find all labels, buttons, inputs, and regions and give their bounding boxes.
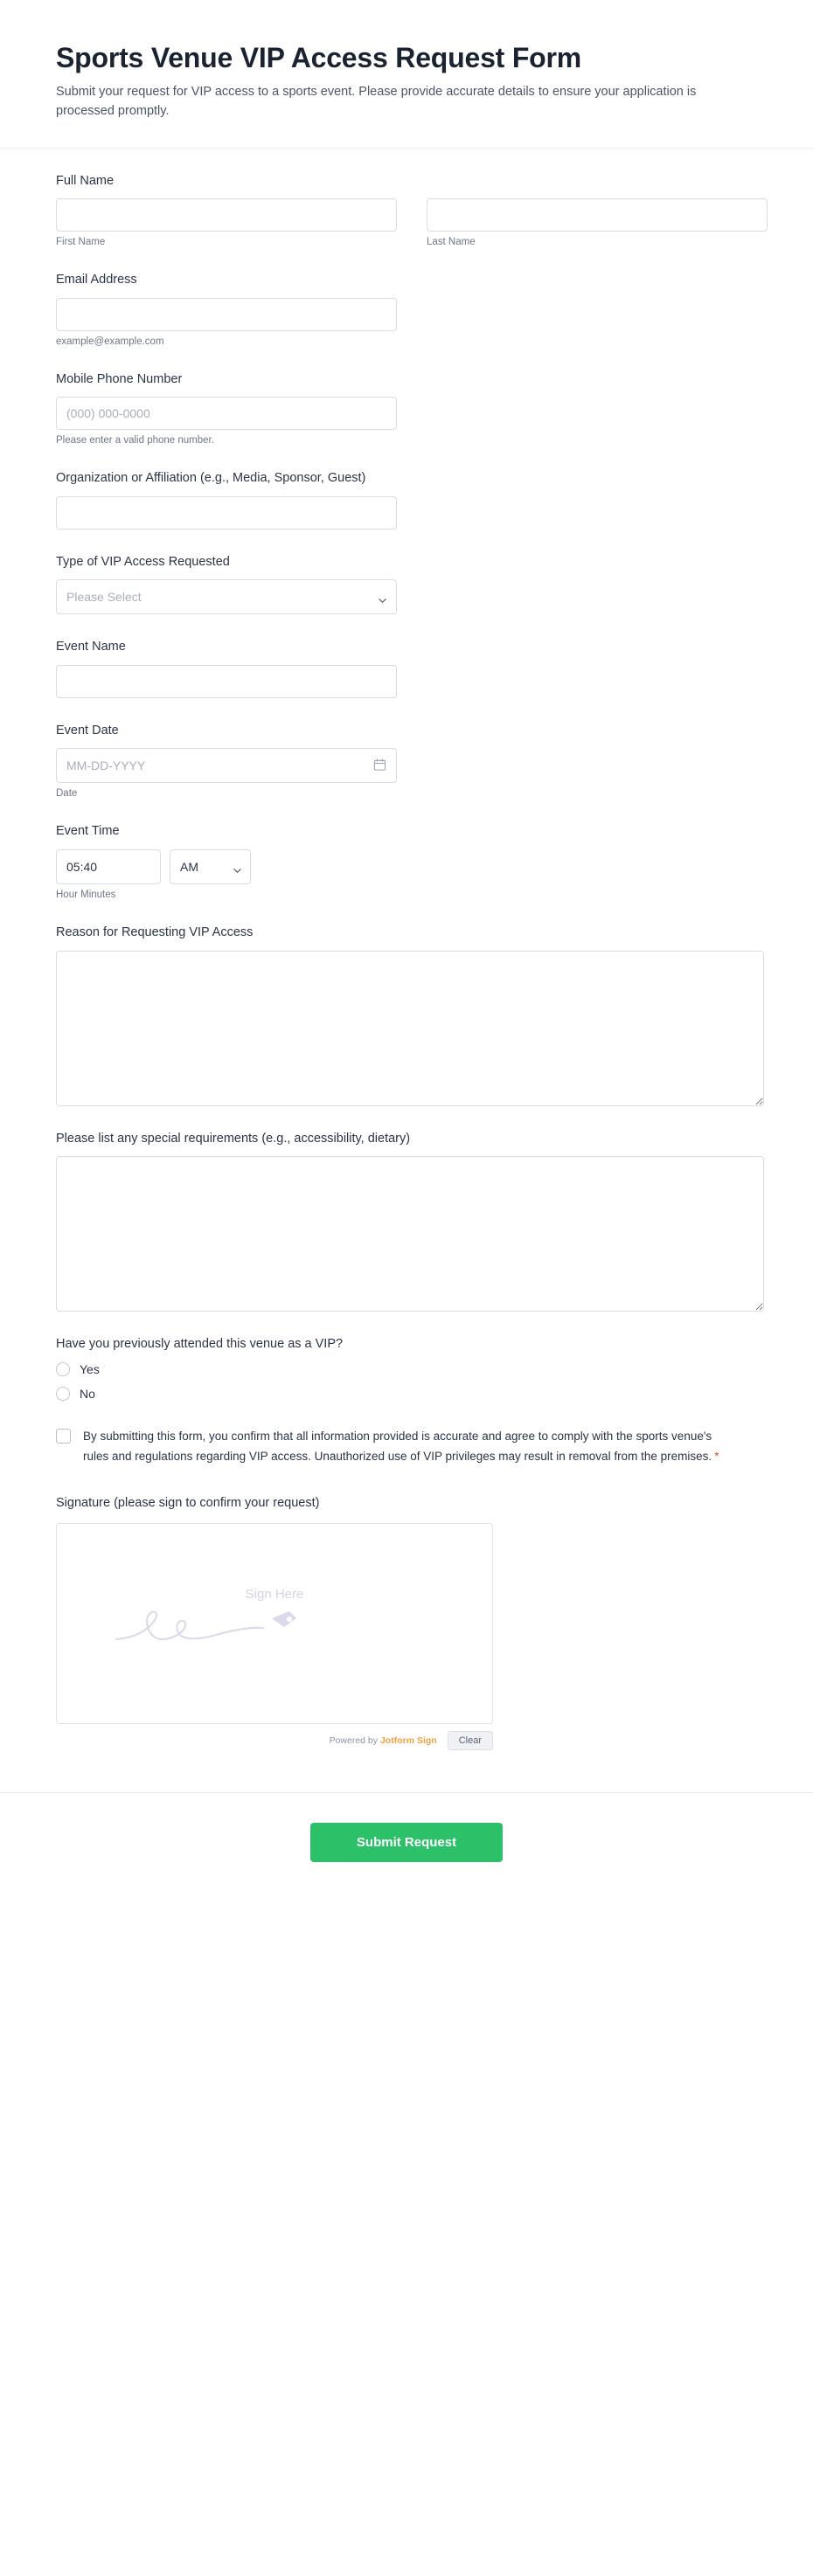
form-header <box>0 0 813 149</box>
last-name-input[interactable] <box>427 198 768 232</box>
field-mobile-phone <box>56 371 757 447</box>
organization-label: Organization or Affiliation (e.g., Media, Sponsor, Guest) <box>56 471 366 486</box>
field-previous-vip <box>56 1336 757 1401</box>
event-name-label: Event Name <box>56 640 126 654</box>
meridiem-select-wrap <box>170 849 251 884</box>
field-event-date <box>56 723 757 800</box>
field-vip-type <box>56 554 757 615</box>
vip-type-select-wrap <box>56 579 397 614</box>
jotform-sign-brand: Jotform Sign <box>379 1735 437 1746</box>
first-name-input[interactable] <box>56 198 397 232</box>
meridiem-select[interactable] <box>170 849 251 884</box>
vip-type-select[interactable] <box>56 579 397 614</box>
field-full-name <box>56 173 757 248</box>
submit-request-button[interactable]: Submit Request <box>310 1823 503 1862</box>
field-signature <box>56 1495 757 1750</box>
previous-vip-option-label: Yes <box>80 1361 100 1376</box>
event-date-input[interactable] <box>56 748 397 783</box>
last-name-group <box>427 198 768 247</box>
reason-label: Reason for Requesting VIP Access <box>56 925 254 939</box>
consent-text <box>83 1427 721 1466</box>
signature-placeholder-icon <box>109 1601 328 1658</box>
first-name-group <box>56 198 397 247</box>
event-time-sublabel: Hour Minutes <box>56 890 116 900</box>
checkbox-icon[interactable] <box>56 1429 71 1444</box>
previous-vip-option-yes[interactable] <box>56 1362 757 1376</box>
email-label: Email Address <box>56 273 137 287</box>
signature-label: Signature (please sign to confirm your request) <box>56 1496 320 1511</box>
previous-vip-option-label: No <box>80 1386 95 1401</box>
previous-vip-label: Have you previously attended this venue as a VIP? <box>56 1337 344 1352</box>
email-sublabel: example@example.com <box>56 336 164 347</box>
powered-by-label <box>330 1735 437 1746</box>
field-event-time <box>56 823 757 900</box>
powered-prefix: Powered by <box>329 1735 380 1746</box>
form-subtitle: Submit your request for VIP access to a sports event. Please provide accurate details to ensure your application is processed promptly. <box>56 85 697 118</box>
field-event-name <box>56 639 757 698</box>
event-date-sublabel: Date <box>56 788 78 800</box>
field-organization <box>56 470 757 530</box>
radio-icon <box>56 1387 70 1401</box>
consent-text-body: By submitting this form, you confirm that all information provided is accurate and agree to comply with the sports venue's rules and regulations regarding VIP access. Unauthorized use of VIP privileges may result in removal from the premises. <box>83 1429 712 1463</box>
previous-vip-option-no[interactable] <box>56 1387 757 1401</box>
special-requirements-textarea[interactable] <box>56 1156 764 1312</box>
page-title: Sports Venue VIP Access Request Form <box>56 42 582 73</box>
event-time-input[interactable] <box>56 849 161 884</box>
phone-label: Mobile Phone Number <box>56 371 183 386</box>
event-date-label: Event Date <box>56 723 119 737</box>
field-email <box>56 272 757 347</box>
organization-input[interactable] <box>56 496 397 530</box>
event-date-wrap <box>56 748 397 783</box>
reason-textarea[interactable] <box>56 951 764 1106</box>
first-name-sublabel: First Name <box>56 237 106 248</box>
full-name-row <box>56 198 757 247</box>
form-body <box>0 149 813 1792</box>
required-asterisk: * <box>714 1448 719 1463</box>
event-time-label: Event Time <box>56 824 120 839</box>
form-footer <box>0 1792 813 1901</box>
consent-row[interactable] <box>56 1427 757 1466</box>
phone-sublabel: Please enter a valid phone number. <box>56 435 214 447</box>
event-time-row <box>56 849 757 884</box>
phone-input[interactable] <box>56 397 397 430</box>
vip-type-label: Type of VIP Access Requested <box>56 554 230 569</box>
signature-footer <box>56 1731 493 1750</box>
email-field[interactable] <box>56 298 397 331</box>
field-special-requirements <box>56 1131 757 1312</box>
last-name-sublabel: Last Name <box>427 237 476 248</box>
radio-icon <box>56 1362 70 1376</box>
special-requirements-label: Please list any special requirements (e.g., accessibility, dietary) <box>56 1131 411 1146</box>
event-name-input[interactable] <box>56 665 397 698</box>
field-reason <box>56 924 757 1106</box>
signature-hint: Sign Here <box>245 1586 304 1602</box>
clear-signature-button[interactable]: Clear <box>448 1731 493 1750</box>
signature-pad[interactable] <box>56 1523 493 1724</box>
full-name-label: Full Name <box>56 173 115 188</box>
